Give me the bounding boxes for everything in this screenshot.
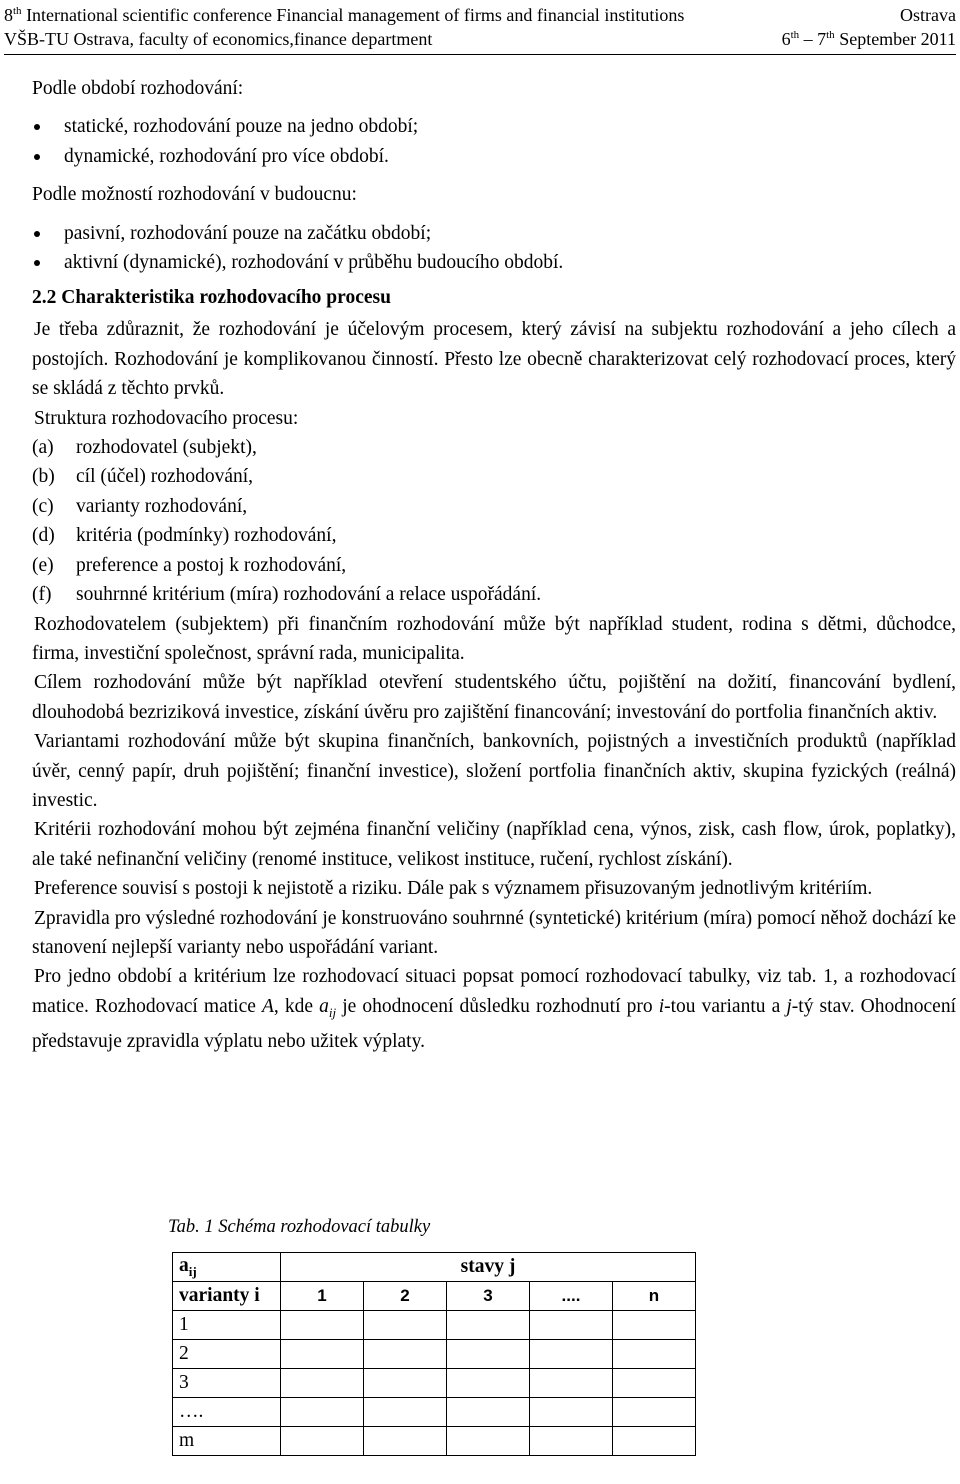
paragraph-criteria: Kritérii rozhodování mohou být zejména finanční veličiny (například cena, výnos, zisk, cash flow, úrok, poplatky), ale také nefinanční veličiny (renomé instituce, velikost instituce, ručení, rychlost získání). [32, 819, 956, 870]
list-item: (f) souhrnné kritérium (míra) rozhodování a relace uspořádání. [32, 584, 542, 606]
table-col-header: .... [530, 1282, 613, 1311]
list-item: dynamické, rozhodování pro více období. [32, 142, 956, 171]
future-title: Podle možností rozhodování v budoucnu: [32, 184, 357, 206]
header-institution: VŠB-TU Ostrava, faculty of economics,finance department [4, 29, 433, 49]
table-row-label: 1 [173, 1311, 281, 1340]
list-item: (a) rozhodovatel (subjekt), [32, 437, 257, 459]
intro-paragraph: Je třeba zdůraznit, že rozhodování je účelovým procesem, který závisí na subjektu rozhodování a jeho cílech a postojích. Rozhodování je komplikovanou činností. Přesto lze obecně charakterizovat celý rozhodovací proces, který se skládá z těchto prvků. [32, 319, 956, 400]
table-row-label: 3 [173, 1369, 281, 1398]
period-title: Podle období rozhodování: [32, 78, 244, 99]
table-row-label: …. [173, 1398, 281, 1427]
table-states-header: stavy j [281, 1253, 696, 1282]
future-list [32, 219, 956, 278]
list-item: (c) varianty rozhodování, [32, 495, 248, 517]
table-row-label: m [173, 1427, 281, 1456]
table-col-header: n [613, 1282, 696, 1311]
list-item: (b) cíl (účel) rozhodování, [32, 466, 254, 488]
table-caption: Tab. 1 Schéma rozhodovací tabulky [168, 1217, 431, 1237]
table-col-header: 3 [447, 1282, 530, 1311]
paragraph-preference: Preference souvisí s postoji k nejistotě a riziku. Dále pak s významem přisuzovaným jednotlivým kritériím. [34, 878, 873, 900]
table-row [173, 1398, 696, 1427]
list-item: aktivní (dynamické), rozhodování v průběhu budoucího období. [32, 248, 956, 277]
table-row [173, 1311, 696, 1340]
header-conference-title: International scientific conference Financial management of firms and financial institutions [21, 5, 685, 25]
page-body [32, 74, 956, 1057]
table-row [173, 1427, 696, 1456]
paragraph-decision-maker: Rozhodovatelem (subjektem) při finančním rozhodování může být například student, rodina s dětmi, důchodce, firma, investiční společnost, správní rada, municipalita. [32, 613, 956, 664]
table-row-label: 2 [173, 1340, 281, 1369]
bullet-icon [34, 154, 40, 160]
structure-title: Struktura rozhodovacího procesu: [34, 407, 299, 429]
structure-list [32, 433, 956, 609]
running-header-line1 [4, 4, 956, 26]
table-row [173, 1282, 696, 1311]
table-row [173, 1253, 696, 1282]
period-list [32, 112, 956, 171]
decision-table [172, 1252, 696, 1456]
header-city: Ostrava [900, 5, 956, 25]
paragraph-synthetic: Zpravidla pro výsledné rozhodování je konstruováno souhrnné (syntetické) kritérium (míra) pomocí něhož dochází ke stanovení nejlepší varianty nebo uspořádání variant. [32, 907, 956, 958]
bullet-icon [34, 124, 40, 130]
list-item: (e) preference a postoj k rozhodování, [32, 554, 347, 576]
bullet-icon [34, 260, 40, 266]
table-row [173, 1369, 696, 1398]
list-item: pasivní, rozhodování pouze na začátku období; [32, 219, 956, 248]
table-col-header: 1 [281, 1282, 364, 1311]
bullet-icon [34, 231, 40, 237]
paragraph-goal: Cílem rozhodování může být například otevření studentského účtu, pojištění na dožití, financování bydlení, dlouhodobá bezriziková investice, získání úvěru pro zajištění financování; investování do portfolia finančních aktiv. [32, 672, 956, 723]
list-item: (d) kritéria (podmínky) rozhodování, [32, 525, 337, 547]
header-conf-number: 8 [4, 5, 13, 25]
header-conf-sup: th [13, 5, 22, 17]
table-variants-header: varianty i [173, 1282, 281, 1311]
list-item: statické, rozhodování pouze na jedno období; [32, 112, 956, 141]
header-rule [4, 54, 956, 55]
table-row [173, 1340, 696, 1369]
paragraph-variants: Variantami rozhodování může být skupina finančních, bankovních, pojistných a investičních produktů (například úvěr, cenný papír, druh pojištění; finanční investice), složení portfolia finančních aktiv, skupina fyzických (reálná) investic. [32, 731, 956, 811]
running-header-line2 [4, 28, 956, 50]
paragraph-matrix: Pro jedno období a kritérium lze rozhodovací situaci popsat pomocí rozhodovací tabulky, viz tab. 1, a rozhodovací matice. Rozhodovací matice A, kde $a_{ij}$ je ohodnocení důsledku rozhodnutí pro i-tou variantu a j-tý stav. Ohodnocení představuje zpravidla výplatu nebo užitek výplaty. [32, 966, 956, 1053]
table-col-header: 2 [364, 1282, 447, 1311]
table-corner-cell: $a_{ij}$ [173, 1253, 281, 1282]
header-date: 6th – 7th September 2011 [781, 29, 956, 49]
section-heading: 2.2 Charakteristika rozhodovacího procesu [32, 287, 391, 309]
